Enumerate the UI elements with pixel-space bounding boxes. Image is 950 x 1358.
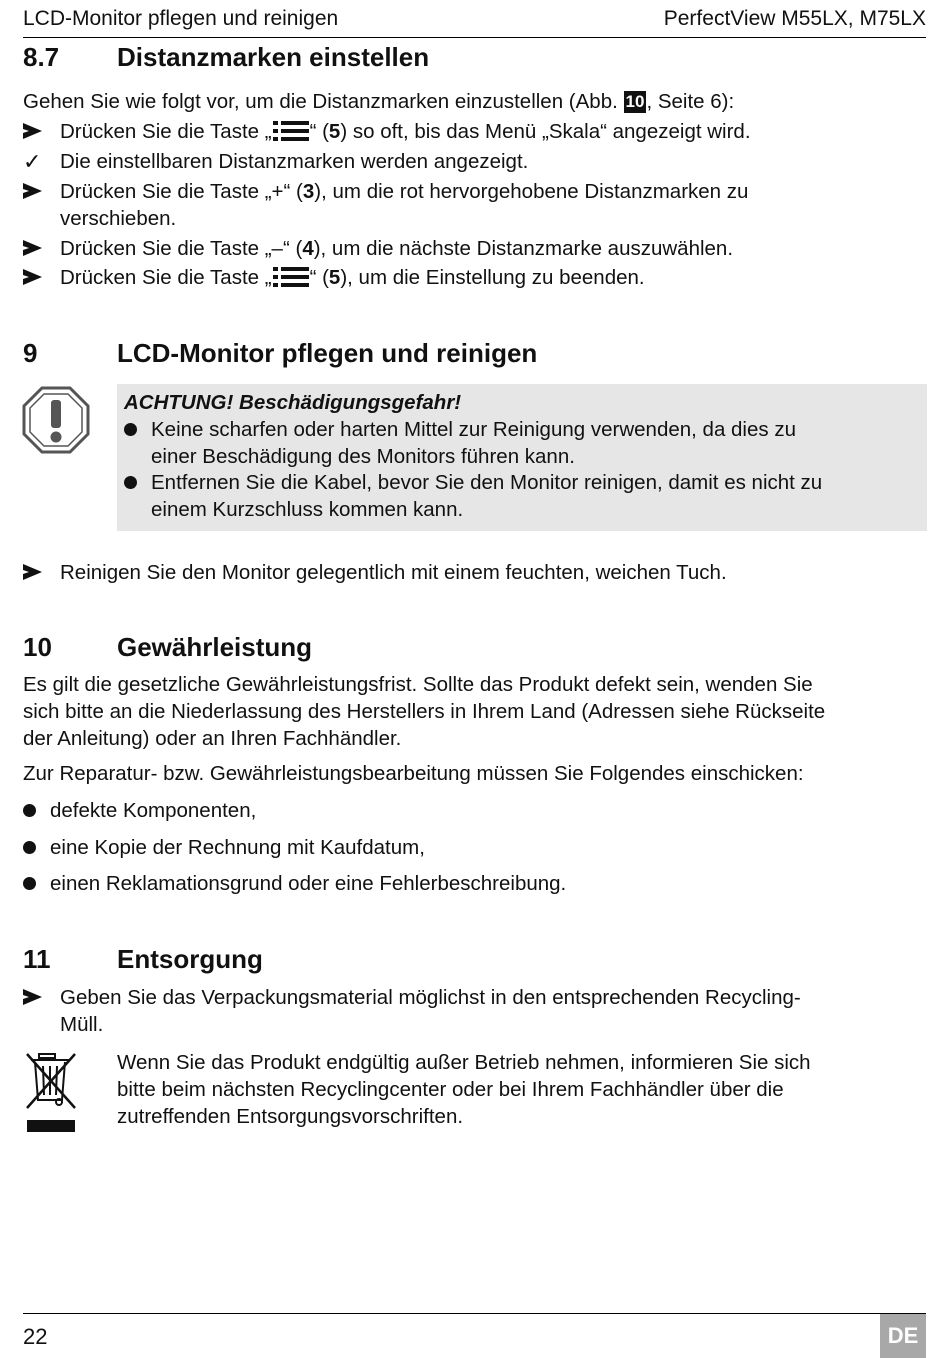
section-title: Entsorgung — [117, 944, 263, 974]
intro-text: Gehen Sie wie folgt vor, um die Distanzmarken einzustellen (Abb. — [23, 90, 618, 113]
page-number: 22 — [23, 1324, 48, 1349]
header-divider — [23, 37, 926, 38]
running-header-right: PerfectView M55LX, M75LX — [663, 7, 926, 30]
intro-text-end: , Seite 6): — [646, 90, 735, 113]
section-title: Gewährleistung — [117, 632, 313, 662]
section-10-heading — [23, 631, 923, 663]
check-icon: ✓ — [23, 149, 42, 174]
arrow-bullet-icon — [23, 123, 42, 139]
section-8-7-heading — [23, 41, 923, 73]
weee-paragraph: Wenn Sie das Produkt endgültig außer Betrieb nehmen, informieren Sie sich bitte beim nächsten Recyclingcenter oder bei Ihrem Fachhändler über die zutreffenden Entsorgungsvorschriften. — [117, 1051, 811, 1128]
crossed-bin-icon — [23, 1050, 79, 1136]
warning-octagon-icon — [22, 386, 90, 454]
section-number: 10 — [23, 632, 52, 662]
arrow-bullet-icon — [23, 989, 42, 1005]
intro-paragraph — [23, 88, 734, 115]
menu-key-icon — [273, 120, 309, 142]
section-number: 8.7 — [23, 42, 60, 72]
bullet-dot-icon — [23, 877, 36, 890]
figure-reference: 10 — [625, 92, 645, 111]
arrow-bullet-icon — [23, 240, 42, 256]
bullet-dot-icon — [124, 423, 137, 436]
section-number: 9 — [23, 338, 38, 368]
warranty-paragraph: Es gilt die gesetzliche Gewährleistungsfrist. Sollte das Produkt defekt sein, wenden Sie sich bitte an die Niederlassung des Herstellers in Ihrem Land (Adressen siehe Rückseite der Anleitung) oder an Ihren Fachhändler. — [23, 673, 826, 750]
warranty-shipping-paragraph: Zur Reparatur- bzw. Gewährleistungsbearbeitung müssen Sie Folgendes einschicken: — [23, 762, 804, 785]
warning-title: ACHTUNG! Beschädigungsgefahr! — [124, 391, 462, 414]
menu-key-icon — [273, 266, 309, 288]
bullet-dot-icon — [23, 841, 36, 854]
section-9-heading — [23, 337, 923, 369]
bullet-dot-icon — [124, 476, 137, 489]
language-tab: DE — [880, 1314, 926, 1358]
section-11-heading — [23, 943, 923, 975]
arrow-bullet-icon — [23, 564, 42, 580]
section-number: 11 — [23, 944, 51, 974]
running-header-left: LCD-Monitor pflegen und reinigen — [23, 7, 339, 30]
section-title: LCD-Monitor pflegen und reinigen — [117, 338, 538, 368]
arrow-bullet-icon — [23, 183, 42, 199]
bullet-dot-icon — [23, 804, 36, 817]
section-title: Distanzmarken einstellen — [117, 42, 430, 72]
footer-divider — [23, 1313, 926, 1314]
arrow-bullet-icon — [23, 269, 42, 285]
